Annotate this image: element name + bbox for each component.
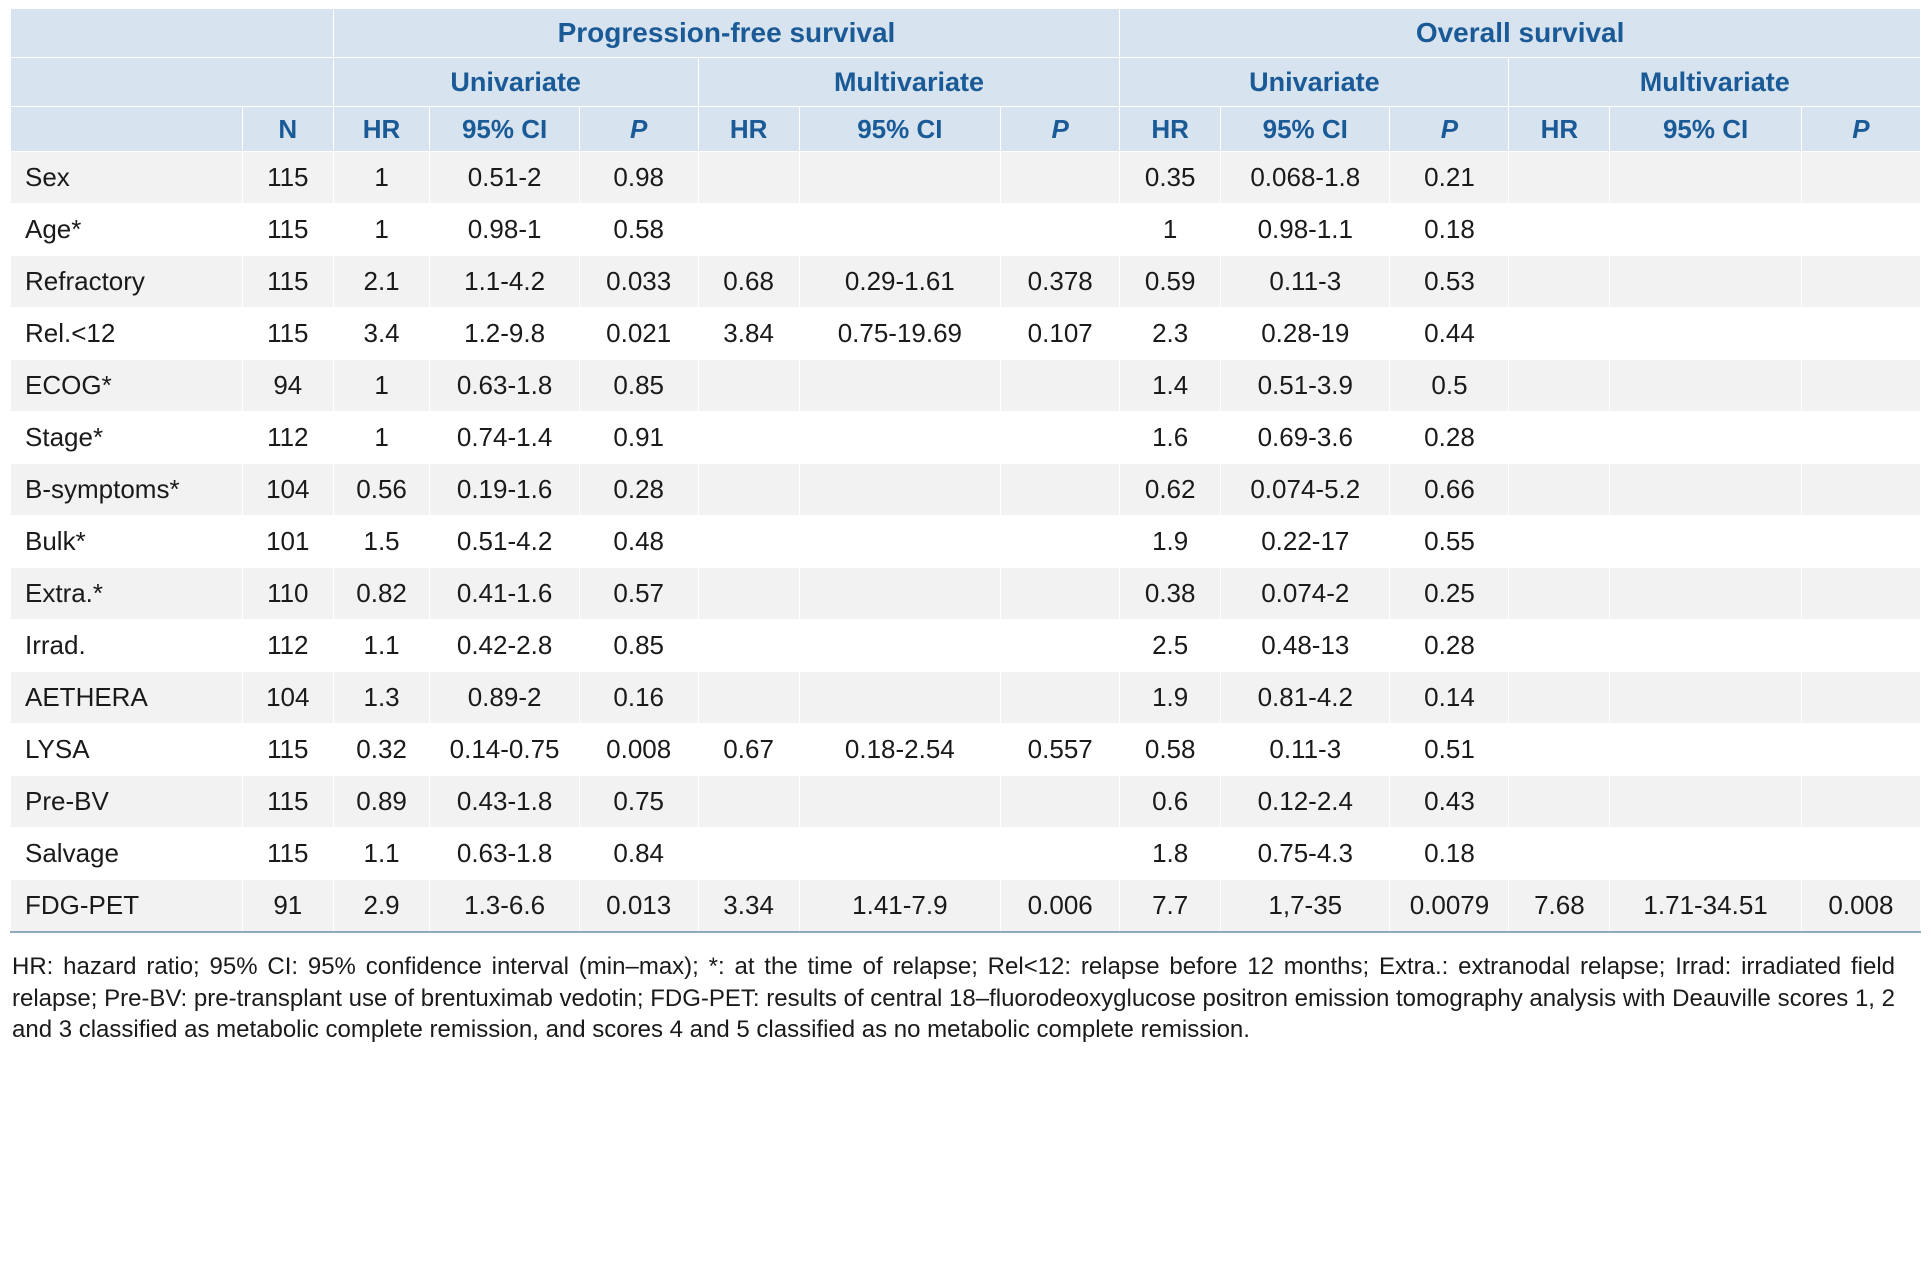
table-cell: 1: [333, 412, 430, 464]
table-cell: 115: [242, 256, 333, 308]
table-row: [11, 412, 1921, 464]
table-cell: [1801, 152, 1920, 204]
table-row: [11, 568, 1921, 620]
table-cell: 101: [242, 516, 333, 568]
table-cell: 0.107: [1001, 308, 1120, 360]
row-label: Rel.<12: [11, 308, 243, 360]
table-cell: [1610, 412, 1802, 464]
table-cell: 0.56: [333, 464, 430, 516]
table-cell: 110: [242, 568, 333, 620]
table-cell: 1.1-4.2: [430, 256, 579, 308]
table-cell: 1.3: [333, 672, 430, 724]
table-header: [11, 9, 1921, 152]
table-cell: [698, 776, 799, 828]
table-cell: [1509, 828, 1610, 880]
table-cell: 0.22-17: [1221, 516, 1390, 568]
table-cell: [698, 204, 799, 256]
table-cell: 115: [242, 776, 333, 828]
group-header-pfs: Progression-free survival: [333, 9, 1120, 58]
table-cell: 1.71-34.51: [1610, 880, 1802, 933]
table-cell: 0.11-3: [1221, 724, 1390, 776]
table-cell: 0.14-0.75: [430, 724, 579, 776]
table-cell: 0.013: [579, 880, 698, 933]
table-cell: 0.11-3: [1221, 256, 1390, 308]
table-cell: [1509, 568, 1610, 620]
table-cell: [1001, 412, 1120, 464]
table-cell: 1.9: [1120, 672, 1221, 724]
table-cell: 1.41-7.9: [799, 880, 1001, 933]
table-cell: 3.4: [333, 308, 430, 360]
column-header-os-uni-p: P: [1390, 107, 1509, 152]
table-row: [11, 464, 1921, 516]
table-cell: [799, 516, 1001, 568]
table-cell: 0.55: [1390, 516, 1509, 568]
table-cell: 0.21: [1390, 152, 1509, 204]
table-cell: [698, 568, 799, 620]
table-cell: [799, 464, 1001, 516]
column-header-pfs-uni-ci: 95% CI: [430, 107, 579, 152]
table-cell: [1610, 308, 1802, 360]
table-cell: [698, 360, 799, 412]
table-cell: [1509, 256, 1610, 308]
table-cell: 115: [242, 152, 333, 204]
table-cell: 1: [333, 204, 430, 256]
sub-header-pfs-multivariate: Multivariate: [698, 58, 1120, 107]
table-cell: 2.1: [333, 256, 430, 308]
table-cell: [799, 776, 1001, 828]
table-cell: 0.557: [1001, 724, 1120, 776]
table-cell: 0.75-4.3: [1221, 828, 1390, 880]
table-cell: 0.85: [579, 360, 698, 412]
table-cell: 0.0079: [1390, 880, 1509, 933]
table-cell: 0.41-1.6: [430, 568, 579, 620]
table-cell: 1.4: [1120, 360, 1221, 412]
group-header-row: [11, 9, 1921, 58]
table-cell: 0.84: [579, 828, 698, 880]
table-cell: 0.98-1.1: [1221, 204, 1390, 256]
table-cell: 0.14: [1390, 672, 1509, 724]
table-cell: 0.59: [1120, 256, 1221, 308]
table-cell: [1001, 620, 1120, 672]
table-cell: 0.43: [1390, 776, 1509, 828]
table-cell: [1001, 360, 1120, 412]
table-row: [11, 152, 1921, 204]
table-cell: [1001, 204, 1120, 256]
table-cell: 91: [242, 880, 333, 933]
table-cell: 1.5: [333, 516, 430, 568]
row-label: B-symptoms*: [11, 464, 243, 516]
table-cell: [1001, 672, 1120, 724]
table-cell: 0.98: [579, 152, 698, 204]
table-row: [11, 360, 1921, 412]
column-header-pfs-uni-hr: HR: [333, 107, 430, 152]
table-cell: 112: [242, 620, 333, 672]
table-cell: 0.42-2.8: [430, 620, 579, 672]
table-cell: [1801, 724, 1920, 776]
sub-header-row: [11, 58, 1921, 107]
table-cell: 0.89-2: [430, 672, 579, 724]
table-cell: [799, 828, 1001, 880]
table-cell: 0.81-4.2: [1221, 672, 1390, 724]
table-cell: 0.51-4.2: [430, 516, 579, 568]
table-cell: 112: [242, 412, 333, 464]
table-cell: 0.006: [1001, 880, 1120, 933]
table-cell: 0.48-13: [1221, 620, 1390, 672]
row-label: Age*: [11, 204, 243, 256]
table-cell: 2.9: [333, 880, 430, 933]
column-header-os-uni-ci: 95% CI: [1221, 107, 1390, 152]
table-cell: [1610, 464, 1802, 516]
table-cell: [1801, 204, 1920, 256]
table-cell: 2.3: [1120, 308, 1221, 360]
table-cell: 0.008: [579, 724, 698, 776]
table-cell: 0.378: [1001, 256, 1120, 308]
table-cell: 2.5: [1120, 620, 1221, 672]
table-cell: [1610, 152, 1802, 204]
table-cell: [1801, 412, 1920, 464]
table-cell: 0.75: [579, 776, 698, 828]
table-cell: 0.033: [579, 256, 698, 308]
table-cell: 1: [333, 360, 430, 412]
table-cell: 1,7-35: [1221, 880, 1390, 933]
table-cell: 115: [242, 828, 333, 880]
table-cell: 0.51-3.9: [1221, 360, 1390, 412]
column-header-n: N: [242, 107, 333, 152]
table-cell: 0.63-1.8: [430, 828, 579, 880]
row-label: Sex: [11, 152, 243, 204]
table-cell: 3.84: [698, 308, 799, 360]
row-label: Pre-BV: [11, 776, 243, 828]
table-cell: [1610, 776, 1802, 828]
column-header-pfs-uni-p: P: [579, 107, 698, 152]
table-cell: 0.074-5.2: [1221, 464, 1390, 516]
table-cell: [1801, 776, 1920, 828]
table-cell: 0.12-2.4: [1221, 776, 1390, 828]
table-body: [11, 152, 1921, 933]
table-cell: 7.7: [1120, 880, 1221, 933]
table-cell: 0.28: [579, 464, 698, 516]
table-cell: [698, 516, 799, 568]
table-footnote: HR: hazard ratio; 95% CI: 95% confidence interval (min–max); *: at the time of relapse; Rel<12: relapse before 12 months; Extra.: extranodal relapse; Irrad: irradiated field relapse; Pre-BV: pre-transplant use of brentuximab vedotin; FDG-PET: results of central 18–fluorodeoxyglucose positron emission tomography analysis with Deauville scores 1, 2 and 3 classified as metabolic complete remission, and scores 4 and 5 classified as no metabolic complete remission.: [12, 953, 1895, 1044]
table-cell: [1509, 204, 1610, 256]
table-cell: 0.48: [579, 516, 698, 568]
row-label: Bulk*: [11, 516, 243, 568]
sub-header-pfs-univariate: Univariate: [333, 58, 698, 107]
table-cell: 0.58: [1120, 724, 1221, 776]
table-cell: 1.3-6.6: [430, 880, 579, 933]
table-cell: 0.43-1.8: [430, 776, 579, 828]
survival-analysis-table: [10, 8, 1921, 933]
table-cell: 0.75-19.69: [799, 308, 1001, 360]
table-cell: 0.85: [579, 620, 698, 672]
table-cell: [799, 152, 1001, 204]
table-row: [11, 776, 1921, 828]
column-header-os-multi-ci: 95% CI: [1610, 107, 1802, 152]
table-cell: 0.16: [579, 672, 698, 724]
table-cell: [1001, 464, 1120, 516]
table-cell: [799, 204, 1001, 256]
table-cell: 0.89: [333, 776, 430, 828]
table-cell: [1509, 516, 1610, 568]
column-header-os-multi-p: P: [1801, 107, 1920, 152]
table-cell: [1801, 828, 1920, 880]
table-cell: 0.19-1.6: [430, 464, 579, 516]
table-cell: 0.18: [1390, 828, 1509, 880]
table-cell: [1610, 672, 1802, 724]
table-cell: [799, 412, 1001, 464]
table-cell: [698, 828, 799, 880]
table-cell: 0.28: [1390, 412, 1509, 464]
table-cell: [1610, 828, 1802, 880]
column-header-pfs-multi-p: P: [1001, 107, 1120, 152]
table-cell: [799, 620, 1001, 672]
table-cell: [799, 568, 1001, 620]
table-cell: 1.2-9.8: [430, 308, 579, 360]
table-cell: 94: [242, 360, 333, 412]
table-cell: [698, 464, 799, 516]
table-cell: 0.29-1.61: [799, 256, 1001, 308]
table-cell: 0.25: [1390, 568, 1509, 620]
table-row: [11, 828, 1921, 880]
table-cell: [1801, 620, 1920, 672]
table-cell: 0.67: [698, 724, 799, 776]
table-cell: 0.18: [1390, 204, 1509, 256]
table-cell: [1801, 360, 1920, 412]
row-label: FDG-PET: [11, 880, 243, 933]
table-cell: [1001, 568, 1120, 620]
table-cell: [1509, 360, 1610, 412]
table-cell: [1801, 568, 1920, 620]
table-cell: [1509, 308, 1610, 360]
table-cell: [698, 672, 799, 724]
table-cell: [1610, 256, 1802, 308]
table-cell: [1509, 724, 1610, 776]
table-cell: [698, 620, 799, 672]
table-row: [11, 672, 1921, 724]
table-cell: [1509, 464, 1610, 516]
table-cell: [1801, 308, 1920, 360]
table-cell: [1610, 516, 1802, 568]
table-cell: 0.51: [1390, 724, 1509, 776]
table-cell: 115: [242, 724, 333, 776]
table-cell: 0.18-2.54: [799, 724, 1001, 776]
row-label: AETHERA: [11, 672, 243, 724]
table-cell: 0.57: [579, 568, 698, 620]
table-cell: 0.98-1: [430, 204, 579, 256]
table-cell: 7.68: [1509, 880, 1610, 933]
table-cell: 0.5: [1390, 360, 1509, 412]
row-label: Irrad.: [11, 620, 243, 672]
table-row: [11, 724, 1921, 776]
row-label: LYSA: [11, 724, 243, 776]
row-label: Extra.*: [11, 568, 243, 620]
table-cell: 0.068-1.8: [1221, 152, 1390, 204]
table-row: [11, 516, 1921, 568]
table-cell: [1001, 152, 1120, 204]
table-row: [11, 204, 1921, 256]
table-cell: 115: [242, 308, 333, 360]
table-cell: 0.35: [1120, 152, 1221, 204]
table-cell: 0.68: [698, 256, 799, 308]
row-label: Stage*: [11, 412, 243, 464]
table-cell: 0.021: [579, 308, 698, 360]
table-row: [11, 308, 1921, 360]
table-cell: 104: [242, 672, 333, 724]
table-cell: 1.1: [333, 620, 430, 672]
sub-header-os-univariate: Univariate: [1120, 58, 1509, 107]
table-cell: [799, 360, 1001, 412]
table-cell: 0.44: [1390, 308, 1509, 360]
table-cell: [1509, 412, 1610, 464]
table-cell: 3.34: [698, 880, 799, 933]
table-cell: [1610, 204, 1802, 256]
table-cell: [1610, 360, 1802, 412]
column-header-os-multi-hr: HR: [1509, 107, 1610, 152]
table-row: [11, 256, 1921, 308]
table-cell: [1509, 620, 1610, 672]
table-cell: 0.51-2: [430, 152, 579, 204]
table-cell: [1001, 776, 1120, 828]
table-cell: 0.58: [579, 204, 698, 256]
table-cell: [1001, 516, 1120, 568]
table-cell: 1: [333, 152, 430, 204]
table-cell: [698, 152, 799, 204]
table-cell: [1801, 516, 1920, 568]
table-cell: [1610, 620, 1802, 672]
table-row: [11, 880, 1921, 933]
table-cell: 0.63-1.8: [430, 360, 579, 412]
table-cell: 0.074-2: [1221, 568, 1390, 620]
table-cell: [1509, 672, 1610, 724]
table-cell: 1.9: [1120, 516, 1221, 568]
row-label: Refractory: [11, 256, 243, 308]
group-header-os: Overall survival: [1120, 9, 1921, 58]
column-header-variable: [11, 107, 243, 152]
column-header-os-uni-hr: HR: [1120, 107, 1221, 152]
column-header-row: [11, 107, 1921, 152]
row-label: ECOG*: [11, 360, 243, 412]
table-cell: 1: [1120, 204, 1221, 256]
table-cell: 0.91: [579, 412, 698, 464]
table-cell: [1801, 256, 1920, 308]
table-cell: [1001, 828, 1120, 880]
group-header-blank: [11, 9, 334, 58]
table-cell: 0.38: [1120, 568, 1221, 620]
sub-header-os-multivariate: Multivariate: [1509, 58, 1921, 107]
table-cell: 104: [242, 464, 333, 516]
table-cell: [698, 412, 799, 464]
table-cell: 115: [242, 204, 333, 256]
table-cell: [1801, 672, 1920, 724]
table-cell: [1610, 724, 1802, 776]
table-cell: 0.69-3.6: [1221, 412, 1390, 464]
table-cell: [799, 672, 1001, 724]
table-cell: 1.6: [1120, 412, 1221, 464]
sub-header-blank: [11, 58, 334, 107]
table-cell: 0.62: [1120, 464, 1221, 516]
table-cell: 0.28-19: [1221, 308, 1390, 360]
table-cell: 0.66: [1390, 464, 1509, 516]
table-cell: 0.82: [333, 568, 430, 620]
table-cell: [1509, 776, 1610, 828]
column-header-pfs-multi-ci: 95% CI: [799, 107, 1001, 152]
table-cell: 1.8: [1120, 828, 1221, 880]
table-cell: 0.008: [1801, 880, 1920, 933]
table-cell: 0.74-1.4: [430, 412, 579, 464]
table-cell: 0.28: [1390, 620, 1509, 672]
table-cell: 0.6: [1120, 776, 1221, 828]
row-label: Salvage: [11, 828, 243, 880]
table-cell: 1.1: [333, 828, 430, 880]
table-cell: [1509, 152, 1610, 204]
table-row: [11, 620, 1921, 672]
table-cell: 0.53: [1390, 256, 1509, 308]
table-cell: [1801, 464, 1920, 516]
column-header-pfs-multi-hr: HR: [698, 107, 799, 152]
table-cell: [1610, 568, 1802, 620]
table-cell: 0.32: [333, 724, 430, 776]
